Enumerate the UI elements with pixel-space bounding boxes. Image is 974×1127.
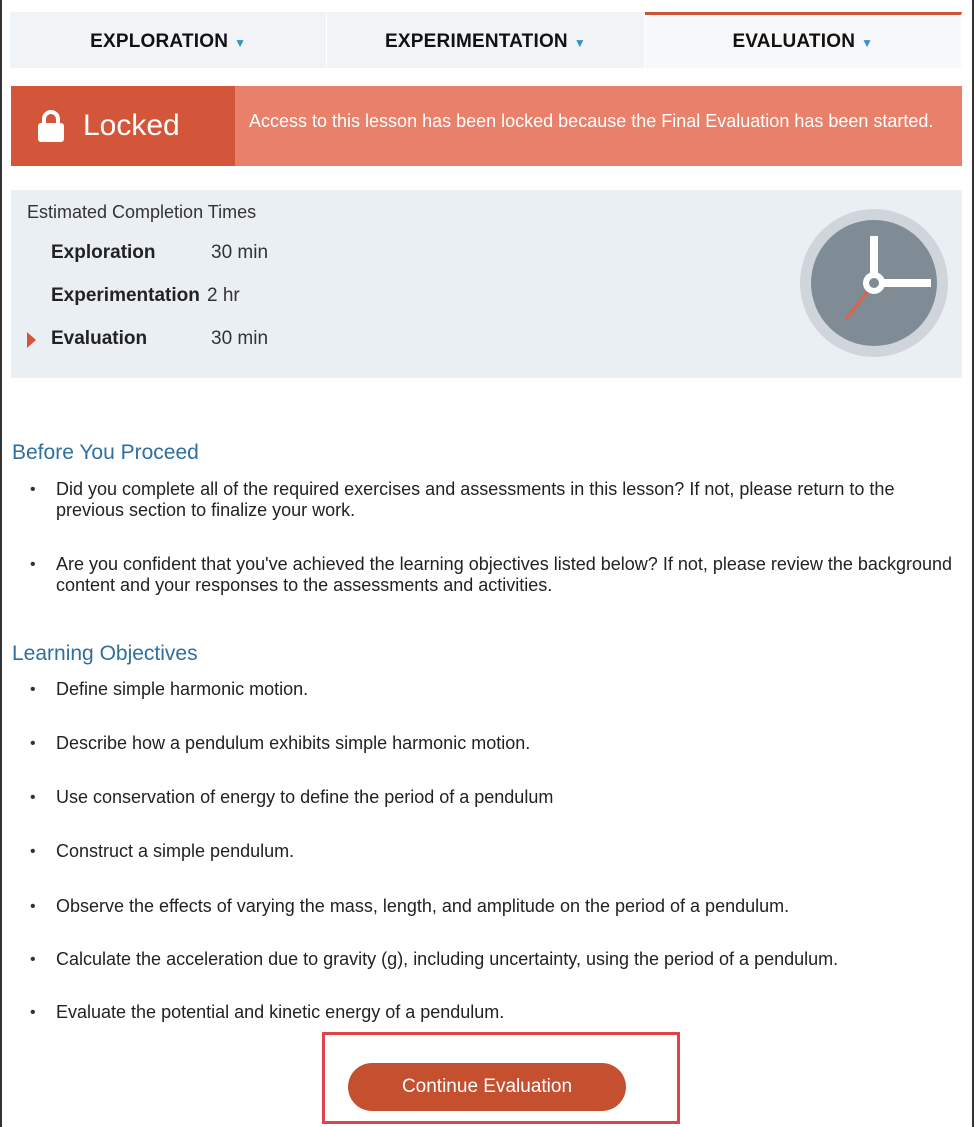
tab-label: EXPLORATION (90, 30, 229, 52)
list-item: • Use conservation of energy to define the period of a pendulum (0, 787, 974, 808)
time-row-value: 30 min (211, 328, 269, 349)
time-row-value: 2 hr (207, 285, 240, 306)
completion-times-title: Estimated Completion Times (27, 202, 257, 222)
locked-status (11, 86, 235, 166)
caret-down-icon: ▼ (573, 35, 586, 50)
time-row-name: Experimentation (51, 285, 200, 306)
caret-down-icon: ▼ (861, 35, 874, 50)
time-row-evaluation (51, 328, 269, 350)
learning-objectives-title: Learning Objectives (12, 642, 198, 665)
completion-times-panel (11, 190, 962, 378)
tab-exploration[interactable] (10, 12, 327, 68)
list-item: • Calculate the acceleration due to gravity (g), including uncertainty, using the period of a pendulum. (0, 949, 974, 970)
time-row-exploration (51, 242, 269, 264)
list-item: • Evaluate the potential and kinetic energy of a pendulum. (0, 1002, 974, 1023)
list-item: • Did you complete all of the required exercises and assessments in this lesson? If not, please return to the previous section to finalize your work. (0, 479, 974, 521)
before-you-proceed-title: Before You Proceed (12, 441, 199, 464)
clock-icon (799, 208, 949, 358)
current-section-arrow-icon (27, 332, 36, 348)
locked-message: Access to this lesson has been locked because the Final Evaluation has been started. (249, 111, 934, 131)
lock-icon (37, 109, 65, 143)
tab-evaluation[interactable] (645, 12, 962, 68)
time-row-experimentation (51, 285, 240, 307)
list-item: • Define simple harmonic motion. (0, 679, 974, 700)
caret-down-icon: ▼ (234, 35, 247, 50)
time-row-value: 30 min (211, 242, 269, 263)
list-item: • Describe how a pendulum exhibits simple harmonic motion. (0, 733, 974, 754)
time-row-name: Evaluation (51, 328, 148, 349)
locked-label: Locked (83, 109, 180, 142)
list-item: • Construct a simple pendulum. (0, 841, 974, 862)
list-item: • Are you confident that you've achieved the learning objectives listed below? If not, please review the background content and your responses to the assessments and activities. (0, 554, 974, 596)
continue-evaluation-button[interactable]: Continue Evaluation (348, 1063, 626, 1111)
tab-label: EXPERIMENTATION (385, 30, 568, 52)
time-row-name: Exploration (51, 242, 156, 263)
locked-banner (11, 86, 962, 166)
lesson-tabs (10, 12, 962, 68)
tab-label: EVALUATION (732, 30, 856, 52)
tab-experimentation[interactable] (327, 12, 644, 68)
list-item: • Observe the effects of varying the mass, length, and amplitude on the period of a pendulum. (0, 896, 974, 917)
